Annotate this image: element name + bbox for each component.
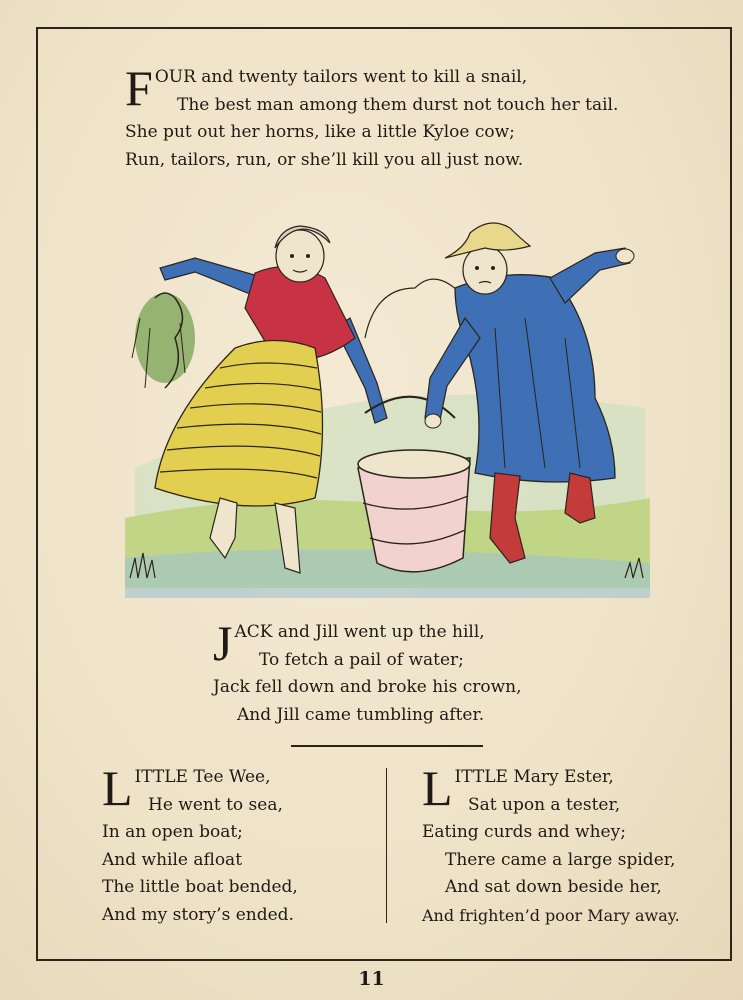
poem-line: Sat upon a tester, xyxy=(468,794,621,815)
poem-line: She put out her horns, like a little Kyloe cow; xyxy=(125,122,515,142)
horizontal-divider xyxy=(291,745,483,747)
vertical-divider xyxy=(386,768,387,923)
drop-cap: L xyxy=(422,760,453,816)
page-number: 11 xyxy=(358,968,385,990)
poem-line: And my story’s ended. xyxy=(102,904,294,925)
drop-cap: F xyxy=(125,60,153,116)
jack-coat xyxy=(455,275,615,482)
poem-line: In an open boat; xyxy=(102,822,243,842)
poem-line: ITTLE Tee Wee, xyxy=(134,767,271,787)
poem-line: Run, tailors, run, or she’ll kill you all just now. xyxy=(125,149,524,170)
poem-line: Jack fell down and broke his crown, xyxy=(213,677,522,697)
poem-little-tee-wee xyxy=(102,760,298,929)
poem-line: The best man among them durst not touch her tail. xyxy=(177,94,619,115)
poem-line: ITTLE Mary Ester, xyxy=(454,767,614,787)
jack-head xyxy=(463,246,507,294)
poem-line: Eating curds and whey; xyxy=(422,822,626,842)
poem-line: And frighten’d poor Mary away. xyxy=(422,905,680,925)
poem-line: He went to sea, xyxy=(148,794,283,815)
poem-line: The little boat bended, xyxy=(102,877,298,897)
drop-cap: J xyxy=(213,615,233,671)
poem-line: And Jill came tumbling after. xyxy=(237,704,485,725)
poem-line: ACK and Jill went up the hill, xyxy=(234,622,485,642)
drop-cap: L xyxy=(102,760,133,816)
poem-jack-and-jill xyxy=(213,615,522,729)
jack-boot xyxy=(565,473,595,523)
jack-and-jill-illustration xyxy=(125,218,650,608)
poem-four-and-twenty-tailors xyxy=(125,60,619,174)
poem-little-mary-ester xyxy=(422,760,680,929)
poem-line: And while afloat xyxy=(102,849,243,870)
poem-line: OUR and twenty tailors went to kill a snail, xyxy=(154,67,528,87)
poem-line: And sat down beside her, xyxy=(445,877,662,897)
bush xyxy=(132,293,195,388)
poem-line: To fetch a pail of water; xyxy=(259,649,464,670)
poem-line: There came a large spider, xyxy=(445,849,676,870)
